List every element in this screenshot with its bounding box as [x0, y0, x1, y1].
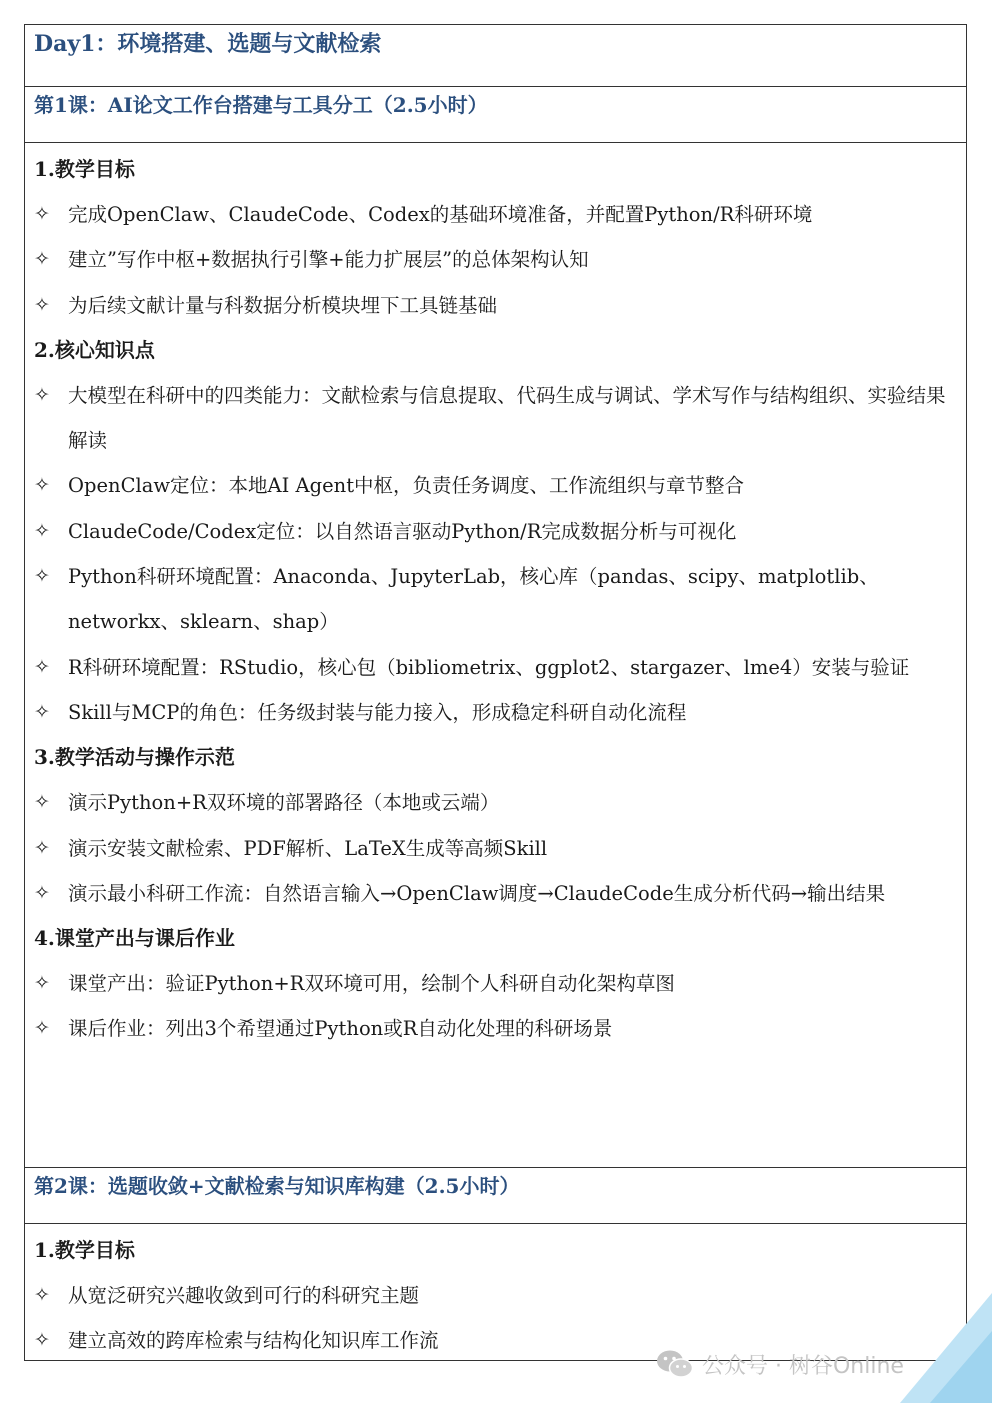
- list-item-text: 课后作业：列出3个希望通过Python或R自动化处理的科研场景: [68, 1017, 613, 1041]
- list-item-text: Python科研环境配置：Anaconda、JupyterLab，核心库（pandas、scipy、matplotlib、networkx、sklearn、shap）: [68, 565, 879, 634]
- list-item: [34, 690, 956, 735]
- list-item-text: 从宽泛研究兴趣收敛到可行的科研究主题: [68, 1284, 420, 1307]
- diamond-bullet-icon: ✧: [34, 383, 50, 406]
- diamond-bullet-icon: ✧: [34, 203, 50, 225]
- lesson1-section-outputs: 4.课堂产出与课后作业: [34, 926, 235, 951]
- list-item-text: 大模型在科研中的四类能力：文献检索与信息提取、代码生成与调试、学术写作与结构组织、实验结果解读: [68, 383, 946, 453]
- list-item-text: 完成OpenClaw、ClaudeCode、Codex的基础环境准备，并配置Python/R科研环境: [68, 203, 813, 226]
- list-item: [34, 463, 956, 508]
- wechat-icon: [656, 1349, 694, 1379]
- diamond-bullet-icon: ✧: [34, 565, 50, 588]
- lesson2-content: [25, 1224, 966, 1360]
- diamond-bullet-icon: ✧: [34, 791, 50, 814]
- diamond-bullet-icon: ✧: [34, 836, 50, 859]
- list-item-text: 演示最小科研工作流：自然语言输入→OpenClaw调度→ClaudeCode生成分析代码→输出结果: [68, 881, 886, 905]
- diamond-bullet-icon: ✧: [34, 474, 50, 497]
- list-item-text: 为后续文献计量与科数据分析模块埋下工具链基础: [68, 293, 498, 317]
- lesson2-section-goals: 1.教学目标: [34, 1238, 135, 1262]
- list-item-text: 建立”写作中枢+数据执行引擎+能力扩展层”的总体架构认知: [68, 248, 589, 272]
- list-item: [34, 826, 956, 871]
- diamond-bullet-icon: ✧: [34, 972, 50, 995]
- list-item: [34, 961, 956, 1006]
- diamond-bullet-icon: ✧: [34, 519, 50, 542]
- lesson2-title: 第2课：选题收敛+文献检索与知识库构建（2.5小时）: [25, 1168, 966, 1224]
- list-item-text: ClaudeCode/Codex定位：以自然语言驱动Python/R完成数据分析与可视化: [68, 519, 737, 543]
- list-item-text: OpenClaw定位：本地AI Agent中枢，负责任务调度、工作流组织与章节整合: [68, 474, 745, 498]
- list-item-text: Skill与MCP的角色：任务级封装与能力接入，形成稳定科研自动化流程: [68, 700, 687, 724]
- lesson1-section-activities: 3.教学活动与操作示范: [34, 745, 235, 770]
- watermark-text: 公众号 · 树谷Online: [702, 1353, 904, 1379]
- diamond-bullet-icon: ✧: [34, 1329, 50, 1352]
- list-item: [34, 554, 956, 645]
- list-item: [34, 1273, 956, 1318]
- diamond-bullet-icon: ✧: [34, 700, 50, 723]
- list-item-text: 建立高效的跨库检索与结构化知识库工作流: [68, 1329, 439, 1353]
- diamond-bullet-icon: ✧: [34, 1284, 50, 1306]
- list-item: [34, 192, 956, 237]
- list-item: [34, 283, 956, 328]
- diamond-bullet-icon: ✧: [34, 881, 50, 904]
- list-item: [34, 1006, 956, 1051]
- corner-triangle-decoration: [900, 1293, 992, 1403]
- lesson1-content: [25, 143, 966, 1168]
- list-item: [34, 237, 956, 282]
- list-item-text: 演示Python+R双环境的部署路径（本地或云端）: [68, 791, 500, 815]
- list-item-text: 演示安装文献检索、PDF解析、LaTeX生成等高频Skill: [68, 836, 548, 860]
- list-item: [34, 373, 956, 464]
- list-item: [34, 780, 956, 825]
- list-item: [34, 871, 956, 916]
- list-item: [34, 645, 956, 690]
- course-table: [24, 24, 967, 1361]
- lesson1-title: 第1课：AI论文工作台搭建与工具分工（2.5小时）: [25, 87, 966, 143]
- day-title: Day1：环境搭建、选题与文献检索: [25, 25, 966, 87]
- diamond-bullet-icon: ✧: [34, 248, 50, 271]
- list-item-text: 课堂产出：验证Python+R双环境可用，绘制个人科研自动化架构草图: [68, 972, 675, 996]
- list-item: [34, 509, 956, 554]
- lesson1-section-goals: 1.教学目标: [34, 157, 135, 181]
- diamond-bullet-icon: ✧: [34, 293, 50, 316]
- lesson1-section-knowledge: 2.核心知识点: [34, 337, 155, 362]
- diamond-bullet-icon: ✧: [34, 1017, 50, 1040]
- diamond-bullet-icon: ✧: [34, 655, 50, 678]
- watermark: [656, 1344, 904, 1384]
- list-item-text: R科研环境配置：RStudio，核心包（bibliometrix、ggplot2、stargazer、lme4）安装与验证: [68, 655, 910, 679]
